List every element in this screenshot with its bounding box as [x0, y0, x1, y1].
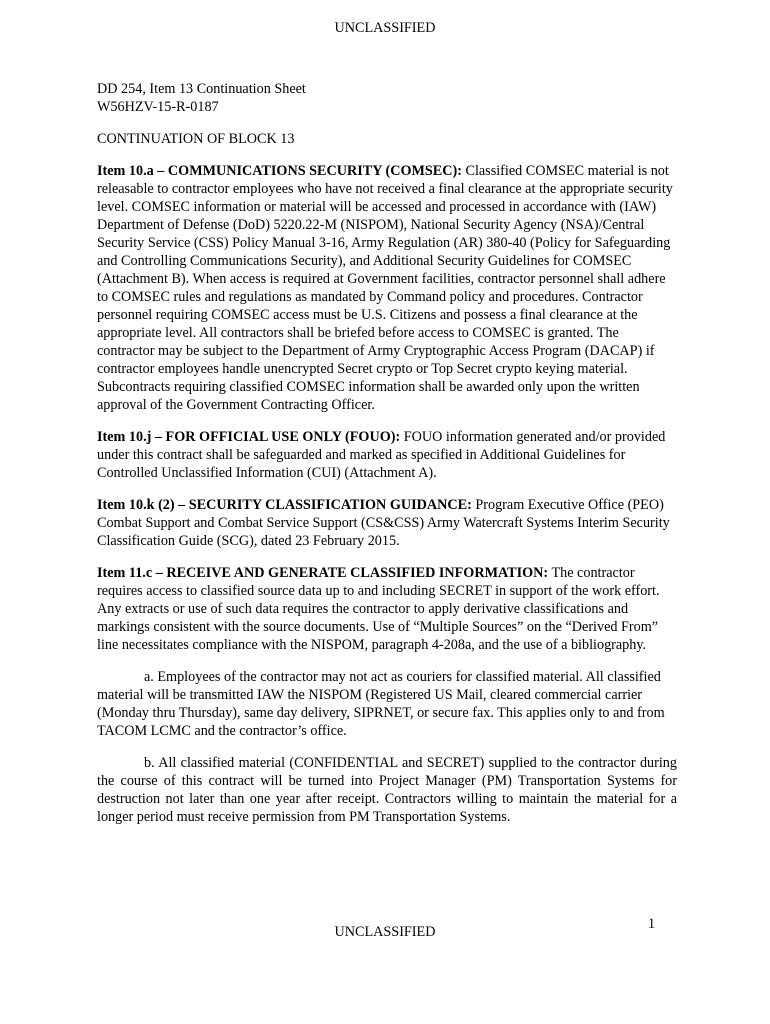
document-body [97, 80, 677, 826]
item-10k-paragraph [97, 496, 677, 550]
subitem-a-paragraph: a. Employees of the contractor may not act as couriers for classified material. All classified material will be transmitted IAW the NISPOM (Registered US Mail, cleared commercial carrier (Monday thru Thursday), same day delivery, SIPRNET, or secure fax. This applies only to and from TACOM LCMC and the contractor’s office. [97, 669, 665, 739]
classification-banner-bottom: UNCLASSIFIED [334, 924, 436, 940]
item-text: FOUO information generated and/or provided under this contract shall be safeguarded and marked as specified in Additional Guidelines for Controlled Unclassified Information (CUI) (Attachment A). [97, 429, 666, 481]
item-heading: Item 10.k (2) – SECURITY CLASSIFICATION GUIDANCE: [97, 497, 472, 513]
block-title: CONTINUATION OF BLOCK 13 [97, 131, 295, 147]
item-10j-paragraph [97, 428, 677, 482]
item-text: Program Executive Office (PEO) Combat Support and Combat Service Support (CS&CSS) Army Watercraft Systems Interim Security Classification Guide (SCG), dated 23 February 2015. [97, 497, 670, 549]
header-form-title: DD 254, Item 13 Continuation Sheet [97, 81, 306, 97]
item-heading: Item 11.c – RECEIVE AND GENERATE CLASSIFIED INFORMATION: [97, 565, 549, 581]
item-text: The contractor requires access to classified source data up to and including SECRET in support of the work effort. Any extracts or use of such data requires the contractor to apply derivative classifications and markings consistent with the source documents. Use of “Multiple Sources” on the “Derived From” line necessitates compliance with the NISPOM, paragraph 4-208a, and the use of a bibliography. [97, 565, 660, 653]
header-solicitation-number: W56HZV-15-R-0187 [97, 99, 219, 115]
item-heading: Item 10.a – COMMUNICATIONS SECURITY (COMSEC): [97, 163, 462, 179]
item-text: Classified COMSEC material is not releasable to contractor employees who have not received a final clearance at the appropriate security level. COMSEC information or material will be accessed and processed in accordance with (IAW) Department of Defense (DoD) 5220.22-M (NISPOM), National Security Agency (NSA)/Central Security Service (CSS) Policy Manual 3-16, Army Regulation (AR) 380-40 (Policy for Safeguarding and Controlling Communications Security), and Additional Security Guidelines for COMSEC (Attachment B). When access is required at Government facilities, contractor personnel shall adhere to COMSEC rules and regulations as mandated by Command policy and procedures. Contractor personnel requiring COMSEC access must be U.S. Citizens and possess a final clearance at the appropriate level. All contractors shall be briefed before access to COMSEC is granted. The contractor may be subject to the Department of Army Cryptographic Access Program (DACAP) if contractor employees handle unencrypted Secret crypto or Top Secret crypto keying material. Subcontracts requiring classified COMSEC information shall be awarded only upon the written approval of the Government Contracting Officer. [97, 163, 673, 413]
classification-banner-top: UNCLASSIFIED [334, 20, 436, 36]
item-11c-paragraph [97, 564, 677, 654]
item-10a-paragraph [97, 162, 677, 414]
page-number: 1 [648, 916, 656, 932]
subitem-b-paragraph: b. All classified material (CONFIDENTIAL and SECRET) supplied to the contractor during the course of this contract will be turned into Project Manager (PM) Transportation Systems for destruction not later than one year after receipt. Contractors willing to maintain the material for a longer period must receive permission from PM Transportation Systems. [97, 755, 677, 825]
item-heading: Item 10.j – FOR OFFICIAL USE ONLY (FOUO): [97, 429, 401, 445]
